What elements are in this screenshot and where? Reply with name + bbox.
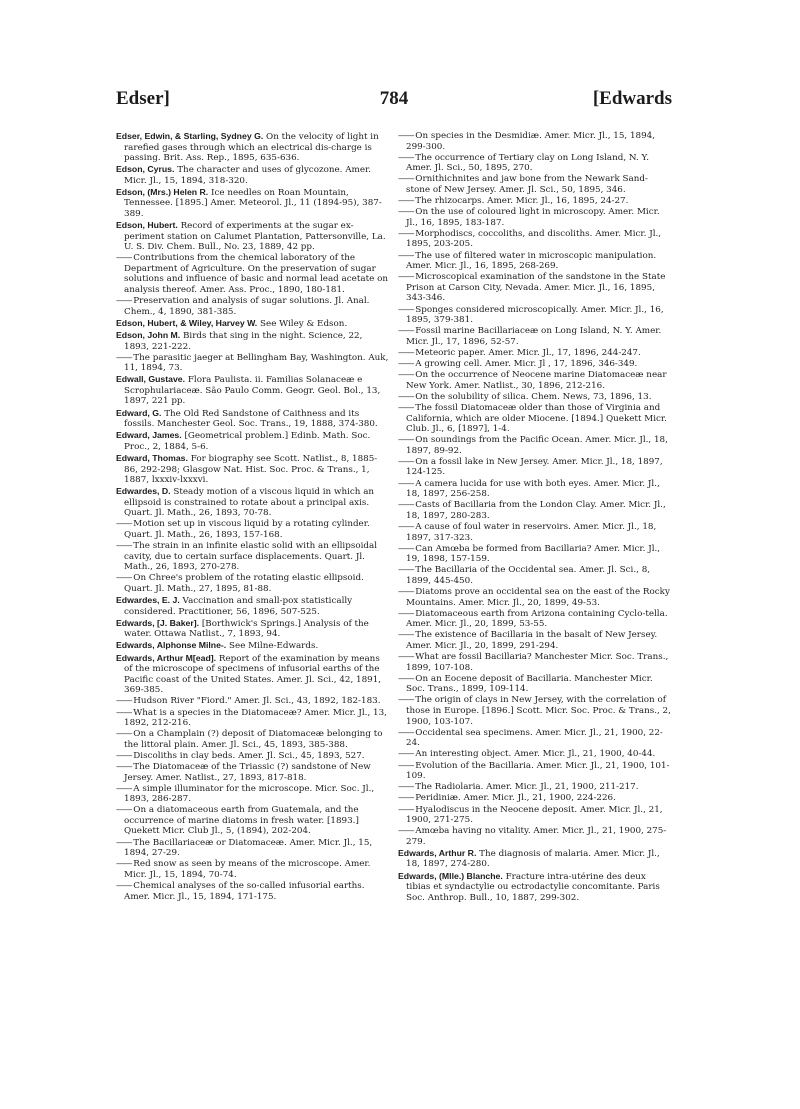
bibliography-entry: [398, 695, 672, 727]
page-header: [116, 88, 672, 118]
ditto-dash: ——: [398, 782, 416, 793]
entry-author: Edwall, Gustave.: [116, 374, 186, 385]
ditto-dash: ——: [116, 573, 134, 584]
bibliography-entry: [116, 784, 390, 805]
entry-text: Amœba having no vitality. Amer. Micr. Jl., 21, 1900, 275-279.: [406, 826, 667, 847]
ditto-dash: ——: [398, 250, 416, 261]
entry-text: Diatoms prove an occidental sea on the east of the Rocky Mountains. Amer. Micr. Jl., 20, 1899, 49-53.: [406, 587, 670, 608]
bibliography-entry: [116, 859, 390, 880]
entry-text: Flora Paulista. ii. Familias Solanaceæ e Scrophulariaceæ. São Paulo Comm. Geogr. Geol. Bol., 13, 1897, 221 pp.: [124, 375, 381, 407]
ditto-dash: ——: [116, 696, 134, 707]
bibliography-entry: [116, 729, 390, 750]
header-right-term: [Edwards: [592, 88, 672, 109]
ditto-dash: ——: [116, 881, 134, 891]
entry-text: The use of filtered water in microscopic manipulation. Amer. Micr. Jl., 16, 1895, 268-269.: [406, 250, 657, 272]
ditto-dash: ——: [398, 587, 416, 598]
entry-text: The parasitic jaeger at Bellingham Bay, Washington. Auk, 11, 1894, 73.: [124, 352, 389, 374]
bibliography-entry: [116, 640, 390, 652]
ditto-dash: ——: [398, 207, 416, 218]
entry-text: Motion set up in viscous liquid by a rotating cylinder. Quart. Jl. Math., 26, 1893, 157-168.: [124, 519, 370, 540]
ditto-dash: ——: [116, 519, 134, 530]
bibliography-entry: [116, 881, 390, 902]
ditto-dash: ——: [116, 837, 134, 848]
entry-text: The fossil Diatomaceæ older than those of Virginia and California, which are older Miocene. [1894.] Quekett Micr. Club. Jl., 6, [1897], 1-4.: [406, 402, 667, 435]
bibliography-entry: [398, 435, 672, 456]
entry-text: A cause of foul water in reservoirs. Amer. Micr. Jl., 18, 1897, 317-323.: [406, 521, 657, 543]
entry-text: See Milne-Edwards.: [229, 641, 319, 652]
bibliography-entry: [116, 653, 390, 696]
bibliography-entry: [116, 220, 390, 253]
ditto-dash: ——: [116, 296, 134, 307]
entry-text: On a Champlain (?) deposit of Diatomaceæ belonging to the littoral plain. Amer. Jl. Sci., 45, 1893, 385-388.: [124, 729, 383, 750]
page-number: 784: [379, 88, 409, 109]
entry-text: Can Amœba be formed from Bacillaria? Amer. Micr. Jl., 19, 1898, 157-159.: [406, 543, 661, 565]
entry-author: Edwardes, D.: [116, 486, 171, 497]
ditto-dash: ——: [398, 272, 416, 283]
bibliography-entry: [116, 131, 390, 164]
bibliography-entry: [116, 708, 390, 729]
entry-text: Hudson River "Fiord." Amer. Jl. Sci., 43, 1892, 182-183.: [133, 696, 381, 707]
ditto-dash: ——: [398, 174, 416, 185]
entry-text: On an Eocene deposit of Bacillaria. Manchester Micr. Soc. Trans., 1899, 109-114.: [406, 673, 653, 695]
bibliography-entry: [398, 587, 672, 608]
ditto-dash: ——: [398, 326, 416, 337]
entry-text: What are fossil Bacillaria? Manchester Micr. Soc. Trans., 1899, 107-108.: [406, 652, 669, 673]
bibliography-entry: [398, 207, 672, 228]
bibliography-entry: [116, 838, 390, 859]
ditto-dash: ——: [116, 762, 134, 773]
entry-author: Edson, Hubert, & Wiley, Harvey W.: [116, 317, 258, 328]
ditto-dash: ——: [398, 435, 416, 446]
bibliography-entry: [116, 519, 390, 540]
ditto-dash: ——: [116, 707, 134, 718]
entry-text: Meteoric paper. Amer. Micr. Jl., 17, 1896, 244-247.: [415, 347, 641, 358]
bibliography-entry: [398, 609, 672, 630]
bibliography-entry: [116, 595, 390, 617]
bibliography-entry: [398, 749, 672, 760]
ditto-dash: ——: [398, 749, 416, 760]
bibliography-entry: [116, 453, 390, 486]
entry-text: On soundings from the Pacific Ocean. Amer. Micr. Jl., 18, 1897, 89-92.: [406, 435, 668, 456]
ditto-dash: ——: [398, 652, 416, 663]
bibliography-entry: [398, 479, 672, 500]
entry-text: What is a species in the Diatomaceæ? Amer. Micr. Jl., 13, 1892, 212-216.: [124, 707, 387, 729]
bibliography-entry: [398, 370, 672, 391]
right-column: [398, 131, 672, 904]
ditto-dash: ——: [398, 228, 416, 239]
entry-text: The occurrence of Tertiary clay on Long Island, N. Y. Amer. Jl. Sci., 50, 1895, 270.: [406, 152, 649, 174]
bibliography-entry: [398, 348, 672, 359]
bibliography-entry: [116, 541, 390, 573]
ditto-dash: ——: [116, 750, 134, 761]
ditto-dash: ——: [116, 859, 134, 870]
entry-text: The diagnosis of malaria. Amer. Micr. Jl., 18, 1897, 274-280.: [406, 848, 660, 870]
entry-text: The rhizocarps. Amer. Micr. Jl., 16, 1895, 24-27.: [415, 196, 629, 207]
entry-text: The Diatomaceæ of the Triassic (?) sandstone of New Jersey. Amer. Natlist., 27, 1893, 817-818.: [124, 762, 371, 783]
entry-text: Chemical analyses of the so-called infusorial earths. Amer. Micr. Jl., 15, 1894, 171-175.: [124, 881, 365, 902]
entry-author: Edson, Hubert.: [116, 220, 178, 231]
entry-text: Ornithichnites and jaw bone from the Newark Sand-stone of New Jersey. Amer. Jl. Sci., 50, 1895, 346.: [406, 174, 648, 195]
entry-author: Edser, Edwin, & Starling, Sydney G.: [116, 131, 264, 141]
ditto-dash: ——: [116, 805, 134, 816]
entry-text: Evolution of the Bacillaria. Amer. Micr. Jl., 21, 1900, 101-109.: [406, 760, 670, 782]
entry-text: Occidental sea specimens. Amer. Micr. Jl., 21, 1900, 22-24.: [406, 727, 663, 749]
entry-text: Discoliths in clay beds. Amer. Jl. Sci., 45, 1893, 527.: [133, 750, 365, 761]
entry-author: Edwards, [J. Baker].: [116, 617, 200, 628]
ditto-dash: ——: [398, 370, 416, 381]
entry-author: Edson, Cyrus.: [116, 164, 175, 175]
entry-text: Hyalodiscus in the Neocene deposit. Amer. Micr. Jl., 21, 1900, 271-275.: [406, 804, 663, 826]
bibliography-entry: [116, 696, 390, 707]
ditto-dash: ——: [398, 760, 416, 771]
bibliography-entry: [398, 229, 672, 250]
entry-text: On the use of coloured light in microscopy. Amer. Micr. Jl., 16, 1895, 183-187.: [406, 207, 660, 228]
entry-text: Microscopical examination of the sandstone in the State Prison at Carson City, Nevada. Amer. Micr. Jl., 16, 1895, 343-346.: [406, 272, 666, 304]
left-column: [116, 131, 390, 903]
bibliography-entry: [398, 403, 672, 435]
entry-text: Red snow as seen by means of the microscope. Amer. Micr. Jl., 15, 1894, 70-74.: [124, 859, 371, 880]
bibliography-entry: [398, 522, 672, 543]
entry-text: A camera lucida for use with both eyes. Amer. Micr. Jl., 18, 1897, 256-258.: [406, 478, 660, 500]
ditto-dash: ——: [398, 804, 416, 815]
entry-text: On a diatomaceous earth from Guatemala, and the occurrence of marine diatoms in fresh water. [1893.] Quekett Micr. Club Jl., 5, (1894), 202-204.: [124, 805, 359, 837]
ditto-dash: ——: [398, 826, 416, 837]
entry-text: Ice needles on Roan Mountain, Tennessee. [1895.] Amer. Meteorol. Jl., 11 (1894-95), 387-389.: [124, 187, 382, 220]
ditto-dash: ——: [116, 783, 134, 794]
bibliography-entry: [398, 826, 672, 847]
ditto-dash: ——: [398, 543, 416, 554]
entry-text: On the solubility of silica. Chem. News, 73, 1896, 13.: [415, 391, 652, 402]
entry-text: The origin of clays in New Jersey, with the correlation of those in Europe. [1896.] Scott. Micr. Soc. Proc. & Trans., 2, 1900, 103-107.: [406, 695, 671, 727]
bibliography-entry: [398, 782, 672, 793]
entry-text: On Chree's problem of the rotating elastic ellipsoid. Quart. Jl. Math., 27, 1895, 81-88.: [124, 573, 364, 594]
ditto-dash: ——: [398, 695, 416, 706]
ditto-dash: ——: [116, 541, 134, 552]
entry-text: See Wiley & Edson.: [260, 318, 348, 329]
entry-text: On the velocity of light in rarefied gases through which an electrical dis-charge is passing. Brit. Ass. Rep., 1895, 635-636.: [124, 132, 379, 164]
ditto-dash: ——: [398, 196, 416, 207]
ditto-dash: ——: [116, 253, 134, 264]
entry-text: On the occurrence of Neocene marine Diatomaceæ near New York. Amer. Natlist., 30, 1896, 212-216.: [406, 370, 667, 391]
bibliography-entry: [116, 353, 390, 374]
bibliography-entry: [116, 573, 390, 594]
entry-text: Preservation and analysis of sugar solutions. Jl. Anal. Chem., 4, 1890, 381-385.: [124, 296, 370, 317]
bibliography-entry: [398, 131, 672, 152]
bibliography-entry: [398, 565, 672, 586]
bibliography-entry: [116, 187, 390, 220]
ditto-dash: ——: [116, 729, 134, 740]
bibliography-entry: [116, 318, 390, 330]
entry-text: Fracture intra-utérine des deux tibias et syndactylie ou ectrodactylie concomitante. Paris Soc. Anthrop. Bull., 10, 1887, 299-302.: [406, 871, 660, 903]
bibliography-entry: [398, 153, 672, 174]
entry-text: On a fossil lake in New Jersey. Amer. Micr. Jl., 18, 1897, 124-125.: [406, 456, 663, 478]
ditto-dash: ——: [398, 456, 416, 467]
bibliography-entry: [116, 296, 390, 317]
ditto-dash: ——: [116, 352, 134, 363]
entry-text: The Old Red Sandstone of Caithness and its fossils. Manchester Geol. Soc. Trans., 19, 1888, 374-380.: [124, 408, 378, 430]
entry-author: Edwards, Arthur R.: [398, 847, 477, 858]
entry-text: Contributions from the chemical laboratory of the Department of Agriculture. On the preservation of sugar solutions and influence of basic and normal lead acetate on analysis thereof. Amer. Ass. Proc., 1890, 180-181.: [124, 253, 388, 296]
entry-text: [Geometrical problem.] Edinb. Math. Soc. Proc., 2, 1884, 5-6.: [124, 431, 371, 452]
ditto-dash: ——: [398, 565, 416, 576]
header-left-term: Edser]: [116, 88, 170, 109]
entry-text: Steady motion of a viscous liquid in which an ellipsoid is constrained to rotate about a principal axis. Quart. Jl. Math., 26, 1893, 70-78.: [124, 487, 375, 519]
bibliography-entry: [398, 848, 672, 870]
bibliography-entry: [116, 762, 390, 783]
entry-text: The Radiolaria. Amer. Micr. Jl., 21, 1900, 211-217.: [415, 782, 639, 793]
ditto-dash: ——: [398, 478, 416, 489]
ditto-dash: ——: [398, 727, 416, 738]
bibliography-entry: [398, 793, 672, 804]
bibliography-entry: [398, 305, 672, 326]
bibliography-entry: [116, 751, 390, 762]
entry-author: Edwards, Alphonse Milne-.: [116, 640, 227, 651]
bibliography-entry: [398, 500, 672, 521]
entry-text: The strain in an infinite elastic solid with an ellipsoidal cavity, due to certain surface displacements. Quart. Jl. Math., 26, 1893, 270-278.: [124, 541, 377, 573]
bibliography-entry: [398, 544, 672, 565]
ditto-dash: ——: [398, 347, 416, 358]
bibliography-entry: [398, 457, 672, 478]
entry-text: Peridiniæ. Amer. Micr. Jl., 21, 1900, 224-226.: [415, 793, 616, 804]
bibliography-entry: [398, 359, 672, 370]
entry-text: The character and uses of glycozone. Amer. Micr. Jl., 15, 1894, 318-320.: [124, 165, 372, 186]
entry-author: Edson, John M.: [116, 330, 181, 340]
bibliography-entry: [116, 374, 390, 407]
entry-text: A growing cell. Amer. Micr. Jl , 17, 1896, 346-349.: [415, 359, 638, 370]
bibliography-entry: [398, 392, 672, 403]
entry-text: Report of the examination by means of the microscope of specimens of infusorial earths of the Pacific coast of the United States. Amer. Jl. Sci., 42, 1891, 369-385.: [124, 653, 382, 696]
entry-author: Edward, Thomas.: [116, 452, 188, 463]
ditto-dash: ——: [398, 131, 416, 141]
ditto-dash: ——: [398, 608, 416, 619]
entry-text: Sponges considered microscopically. Amer. Micr. Jl., 16, 1895, 379-381.: [406, 304, 664, 326]
entry-text: Casts of Bacillaria from the London Clay. Amer. Micr. Jl., 18, 1897, 280-283.: [406, 500, 666, 521]
bibliography-entry: [116, 430, 390, 452]
ditto-dash: ——: [398, 402, 416, 413]
bibliography-entry: [116, 164, 390, 186]
entry-author: Edwards, Arthur M[ead].: [116, 652, 217, 663]
entry-text: Birds that sing in the night. Science, 22, 1893, 221-222.: [124, 331, 363, 352]
ditto-dash: ——: [398, 391, 416, 402]
entry-text: Vaccination and small-pox statistically considered. Practitioner, 56, 1896, 507-525.: [124, 596, 353, 617]
ditto-dash: ——: [398, 793, 416, 804]
entry-text: For biography see Scott. Natlist., 8, 1885-86, 292-298; Glasgow Nat. Hist. Soc. Proc. & Trans., 1, 1887, lxxxiv-lxxxvi.: [124, 453, 378, 486]
bibliography-entry: [398, 761, 672, 782]
bibliography-entry: [116, 486, 390, 519]
bibliography-entry: [116, 253, 390, 295]
bibliography-entry: [398, 805, 672, 826]
bibliography-entry: [116, 618, 390, 640]
ditto-dash: ——: [398, 521, 416, 532]
entry-text: On species in the Desmidiæ. Amer. Micr. Jl., 15, 1894, 299-300.: [406, 131, 656, 152]
entry-author: Edward, G.: [116, 407, 162, 418]
ditto-dash: ——: [398, 673, 416, 684]
bibliography-entry: [398, 728, 672, 749]
entry-text: Morphodiscs, coccoliths, and discoliths. Amer. Micr. Jl., 1895, 203-205.: [406, 228, 662, 250]
ditto-dash: ——: [398, 359, 416, 370]
bibliography-entry: [116, 330, 390, 352]
entry-author: Edson, (Mrs.) Helen R.: [116, 186, 209, 197]
bibliography-entry: [398, 674, 672, 695]
bibliography-entry: [398, 272, 672, 304]
bibliography-entry: [116, 408, 390, 430]
bibliography-entry: [116, 805, 390, 837]
entry-text: An interesting object. Amer. Micr. Jl., 21, 1900, 40-44.: [415, 749, 656, 760]
bibliography-entry: [398, 326, 672, 347]
bibliography-entry: [398, 174, 672, 195]
entry-text: The existence of Bacillaria in the basalt of New Jersey. Amer. Micr. Jl., 20, 1899, 291-294.: [406, 630, 658, 651]
bibliography-entry: [398, 652, 672, 673]
bibliography-entry: [398, 871, 672, 904]
entry-author: Edwardes, E. J.: [116, 595, 180, 606]
ditto-dash: ——: [398, 152, 416, 163]
entry-text: [Borthwick's Springs.] Analysis of the water. Ottawa Natlist., 7, 1893, 94.: [124, 618, 369, 640]
entry-author: Edward, James.: [116, 430, 182, 441]
entry-text: Diatomaceous earth from Arizona containing Cyclo-tella. Amer. Micr. Jl., 20, 1899, 53-55.: [406, 608, 668, 630]
ditto-dash: ——: [398, 630, 416, 641]
entry-text: Record of experiments at the sugar ex-periment station on Calumet Plantation, Pattersonville, La. U. S. Div. Chem. Bull., No. 23, 1889, 42 pp.: [124, 221, 386, 253]
entry-text: The Bacillariaceæ or Diatomaceæ. Amer. Micr. Jl., 15, 1894, 27-29.: [124, 837, 373, 859]
ditto-dash: ——: [398, 304, 416, 315]
entry-text: A simple illuminator for the microscope. Micr. Soc. Jl., 1893, 286-287.: [124, 783, 375, 805]
ditto-dash: ——: [398, 500, 416, 511]
bibliography-entry: [398, 630, 672, 651]
entry-text: Fossil marine Bacillariaceæ on Long Island, N. Y. Amer. Micr. Jl., 17, 1896, 52-57.: [406, 326, 662, 347]
bibliography-entry: [398, 196, 672, 207]
entry-text: The Bacillaria of the Occidental sea. Amer. Jl. Sci., 8, 1899, 445-450.: [406, 565, 651, 586]
entry-author: Edwards, (Mlle.) Blanche.: [398, 870, 503, 881]
bibliography-entry: [398, 251, 672, 272]
